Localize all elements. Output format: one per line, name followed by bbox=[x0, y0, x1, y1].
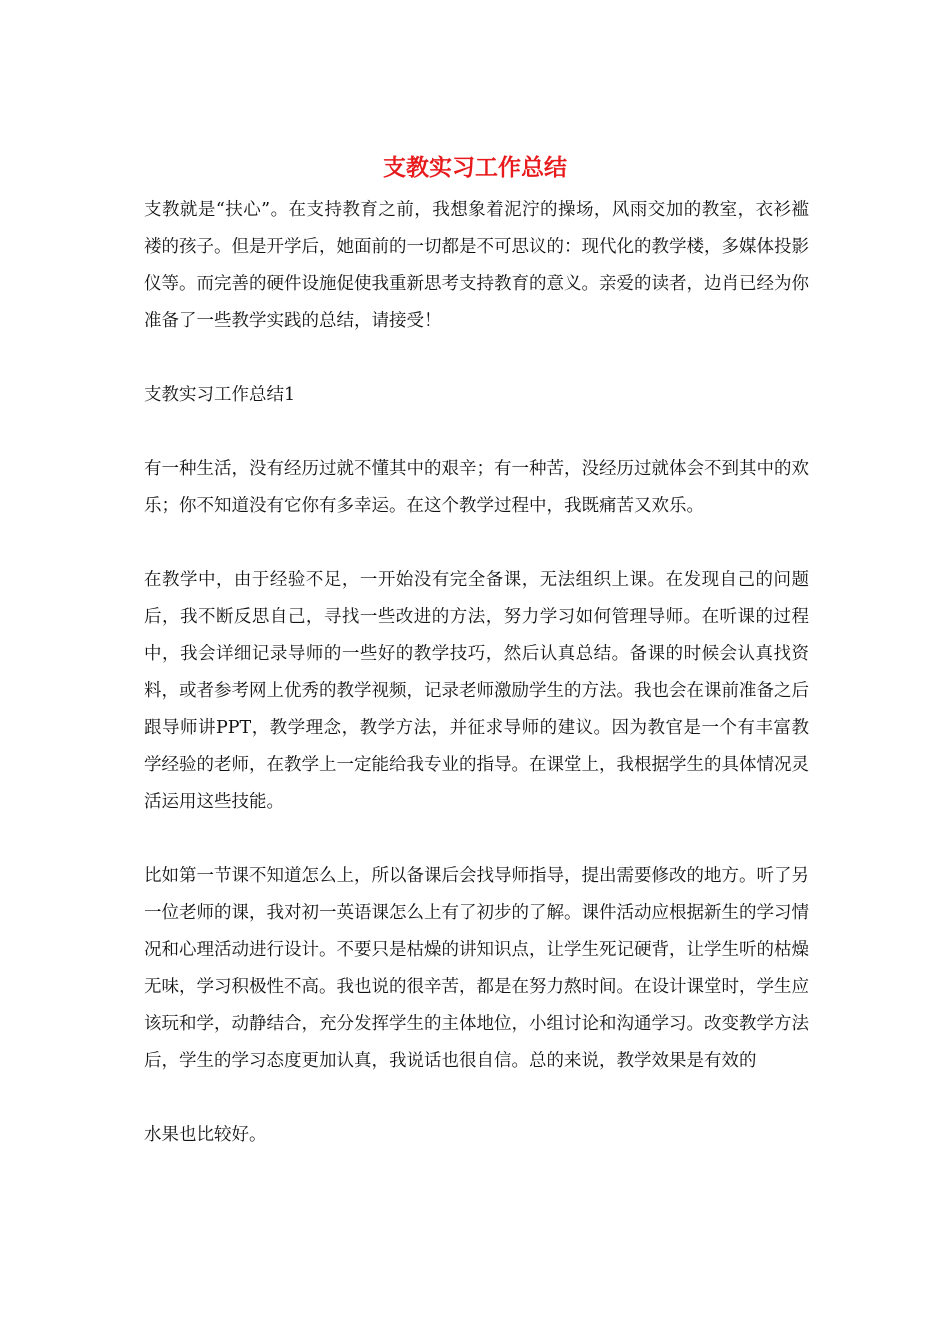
document-title: 支教实习工作总结 bbox=[383, 154, 567, 181]
body-paragraph: 水果也比较好。 bbox=[144, 1125, 267, 1145]
body-paragraph: 有一种生活，没有经历过就不懂其中的艰辛；有一种苦，没经历过就体会不到其中的欢乐；你不知道没有它你有多幸运。在这个教学过程中，我既痛苦又欢乐。 bbox=[144, 459, 809, 516]
document-body bbox=[144, 192, 809, 1154]
body-paragraph: 比如第一节课不知道怎么上，所以备课后会找导师指导，提出需要修改的地方。听了另一位老师的课，我对初一英语课怎么上有了初步的了解。课件活动应根据新生的学习情况和心理活动进行设计。不要只是枯燥的讲知识点，让学生死记硬背，让学生听的枯燥无味，学习积极性不高。我也说的很辛苦，都是在努力熬时间。在设计课堂时，学生应该玩和学，动静结合，充分发挥学生的主体地位，小组讨论和沟通学习。改变教学方法后，学生的学习态度更加认真，我说话也很自信。总的来说，教学效果是有效的 bbox=[144, 866, 809, 1071]
section-heading: 支教实习工作总结1 bbox=[144, 385, 296, 405]
body-paragraph: 在教学中，由于经验不足，一开始没有完全备课，无法组织上课。在发现自己的问题后，我不断反思自己，寻找一些改进的方法，努力学习如何管理导师。在听课的过程中，我会详细记录导师的一些好的教学技巧，然后认真总结。备课的时候会认真找资料，或者参考网上优秀的教学视频，记录老师激励学生的方法。我也会在课前准备之后跟导师讲PPT，教学理念，教学方法，并征求导师的建议。因为教官是一个有丰富教学经验的老师，在教学上一定能给我专业的指导。在课堂上，我根据学生的具体情况灵活运用这些技能。 bbox=[144, 570, 809, 812]
intro-paragraph: 支教就是“扶心”。在支持教育之前，我想象着泥泞的操场，风雨交加的教室，衣衫褴褛的孩子。但是开学后，她面前的一切都是不可思议的：现代化的教学楼，多媒体投影仪等。而完善的硬件设施促使我重新思考支持教育的意义。亲爱的读者，边肖已经为你准备了一些教学实践的总结，请接受！ bbox=[144, 200, 809, 331]
